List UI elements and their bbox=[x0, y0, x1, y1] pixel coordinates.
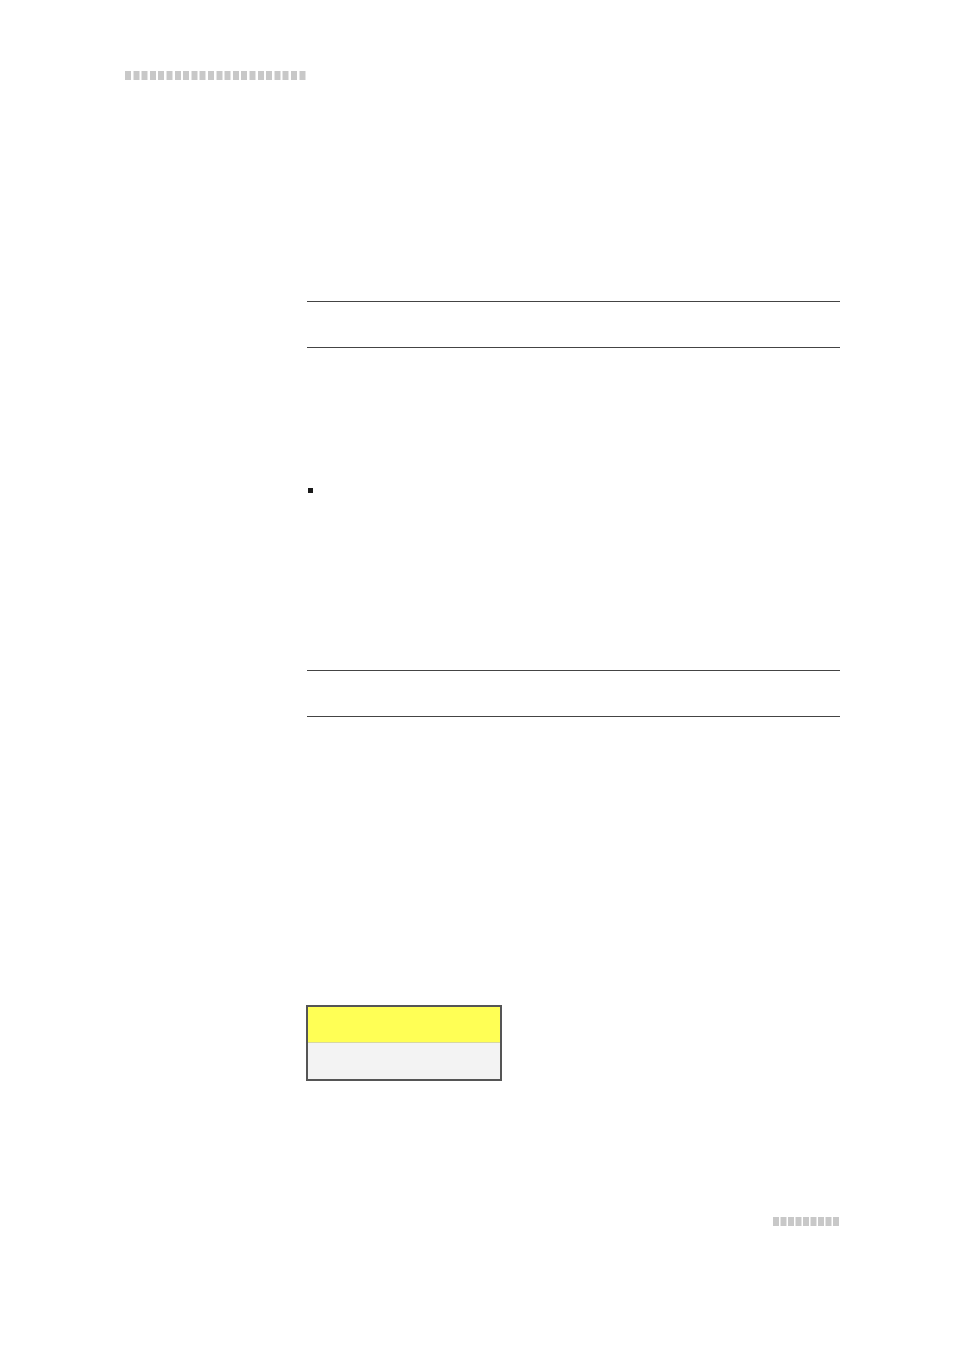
default-value-label bbox=[307, 325, 466, 348]
input-range-row bbox=[307, 671, 840, 694]
header-decoration bbox=[125, 71, 307, 80]
default-value-label bbox=[307, 694, 466, 717]
command-subtitle bbox=[308, 1043, 500, 1079]
command-appearance-box bbox=[306, 1005, 502, 1081]
input-range-row bbox=[307, 302, 840, 325]
parameter-1-table bbox=[307, 301, 840, 348]
footer-decoration bbox=[773, 1217, 840, 1226]
input-range-label bbox=[307, 302, 466, 325]
parameter-2-table bbox=[307, 670, 840, 717]
section-heading-digital-in bbox=[125, 740, 247, 758]
section-heading-digital-in-overview bbox=[125, 777, 263, 795]
default-value-row bbox=[307, 694, 840, 717]
input-range-label bbox=[307, 671, 466, 694]
command-title bbox=[308, 1007, 500, 1043]
default-value-row bbox=[307, 325, 840, 348]
